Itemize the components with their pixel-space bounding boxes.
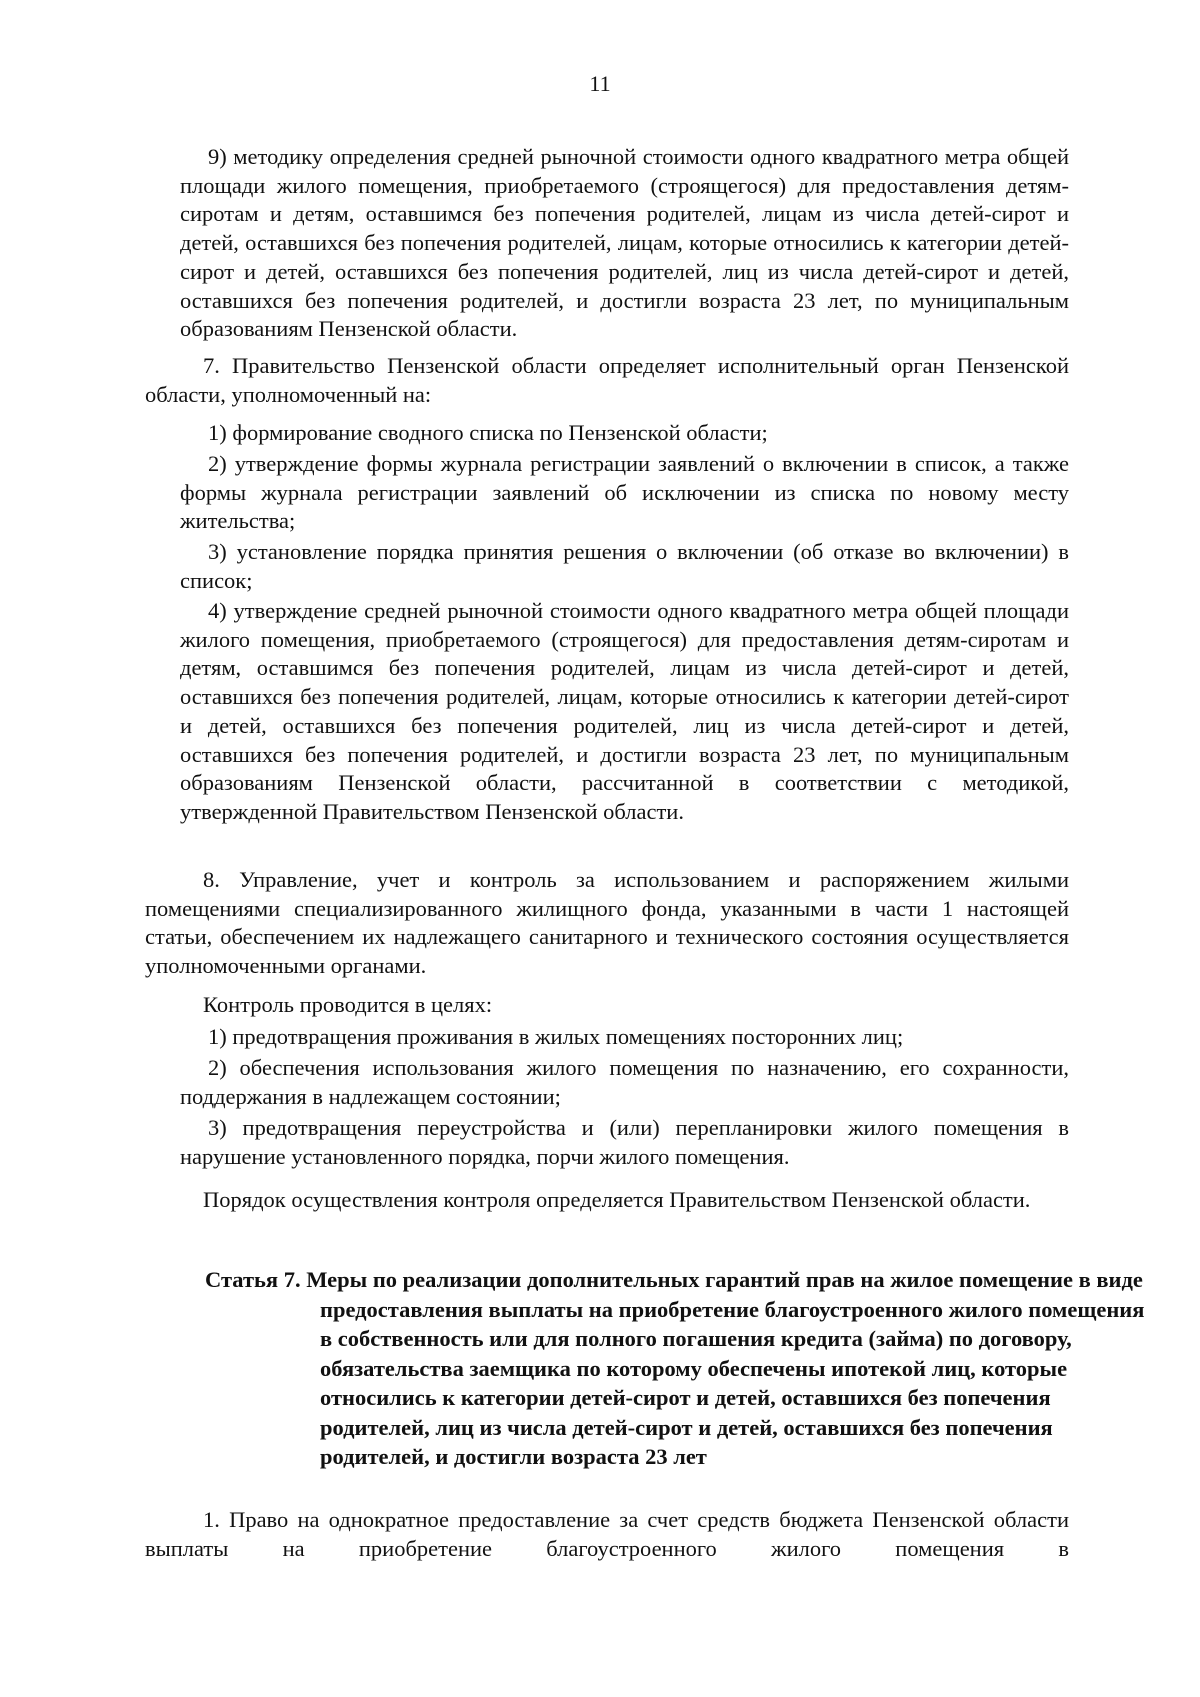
paragraph-item-7-2: 2) утверждение формы журнала регистрации заявлений о включении в список, а также формы журнала регистрации заявлений об исключении из списка по новому месту жительства; xyxy=(180,451,1069,534)
paragraph-goal-3: 3) предотвращения переустройства и (или) перепланировки жилого помещения в нарушение установленного порядка, порчи жилого помещения. xyxy=(180,1115,1069,1169)
paragraph-item-9: 9) методику определения средней рыночной стоимости одного квадратного метра общей площади жилого помещения, приобретаемого (строящегося) для предоставления детям-сиротам и детям, оставшимся без попечения родителей, лицам из числа детей-сирот и детей, оставшихся без попечения родителей, лицам, которые относились к категории детей-сирот и детей, оставшихся без попечения родителей, лиц из числа детей-сирот и детей, оставшихся без попечения родителей, и достигли возраста 23 лет, по муниципальным образованиям Пензенской области. xyxy=(180,144,1069,342)
paragraph-goal-2: 2) обеспечения использования жилого помещения по назначению, его сохранности, поддержания в надлежащем состоянии; xyxy=(180,1055,1069,1109)
paragraph-item-7-3: 3) установление порядка принятия решения о включении (об отказе во включении) в список; xyxy=(180,539,1069,593)
paragraph-goal-1: 1) предотвращения проживания в жилых помещениях посторонних лиц; xyxy=(208,1024,904,1049)
page-number: 11 xyxy=(589,71,611,96)
paragraph-control-order: Порядок осуществления контроля определяется Правительством Пензенской области. xyxy=(203,1187,1031,1212)
article-7-heading: Статья 7. Меры по реализации дополнительных гарантий прав на жилое помещение в виде предоставления выплаты на приобретение благоустроенного жилого помещения в собственность или для полного погашения кредита (займа) по договору, обязательства заемщика по которому обеспечены ипотекой лиц, которые относились к категории детей-сирот и детей, оставшихся без попечения родителей, лиц из числа детей-сирот и детей, оставшихся без попечения родителей, и достигли возраста 23 лет xyxy=(205,1267,1145,1469)
paragraph-section-8: 8. Управление, учет и контроль за использованием и распоряжением жилыми помещениями специализированного жилищного фонда, указанными в части 1 настоящей статьи, обеспечением их надлежащего санитарного и технического состояния осуществляется уполномоченными органами. xyxy=(145,867,1069,979)
paragraph-control-goals: Контроль проводится в целях: xyxy=(203,992,493,1017)
paragraph-item-7-1: 1) формирование сводного списка по Пензенской области; xyxy=(208,420,768,445)
paragraph-item-7-4: 4) утверждение средней рыночной стоимости одного квадратного метра общей площади жилого помещения, приобретаемого (строящегося) для предоставления детям-сиротам и детям, оставшимся без попечения родителей, лицам из числа детей-сирот и детей, оставшихся без попечения родителей, лицам, которые относились к категории детей-сирот и детей, оставшихся без попечения родителей, лиц из числа детей-сирот и детей, оставшихся без попечения родителей, и достигли возраста 23 лет, по муниципальным образованиям Пензенской области, рассчитанной в соответствии с методикой, утвержденной Правительством Пензенской области. xyxy=(180,598,1069,824)
paragraph-article-7-item-1: 1. Право на однократное предоставление за счет средств бюджета Пензенской области выплаты на приобретение благоустроенного жилого помещения в xyxy=(145,1507,1069,1561)
paragraph-section-7: 7. Правительство Пензенской области определяет исполнительный орган Пензенской области, уполномоченный на: xyxy=(145,353,1069,407)
